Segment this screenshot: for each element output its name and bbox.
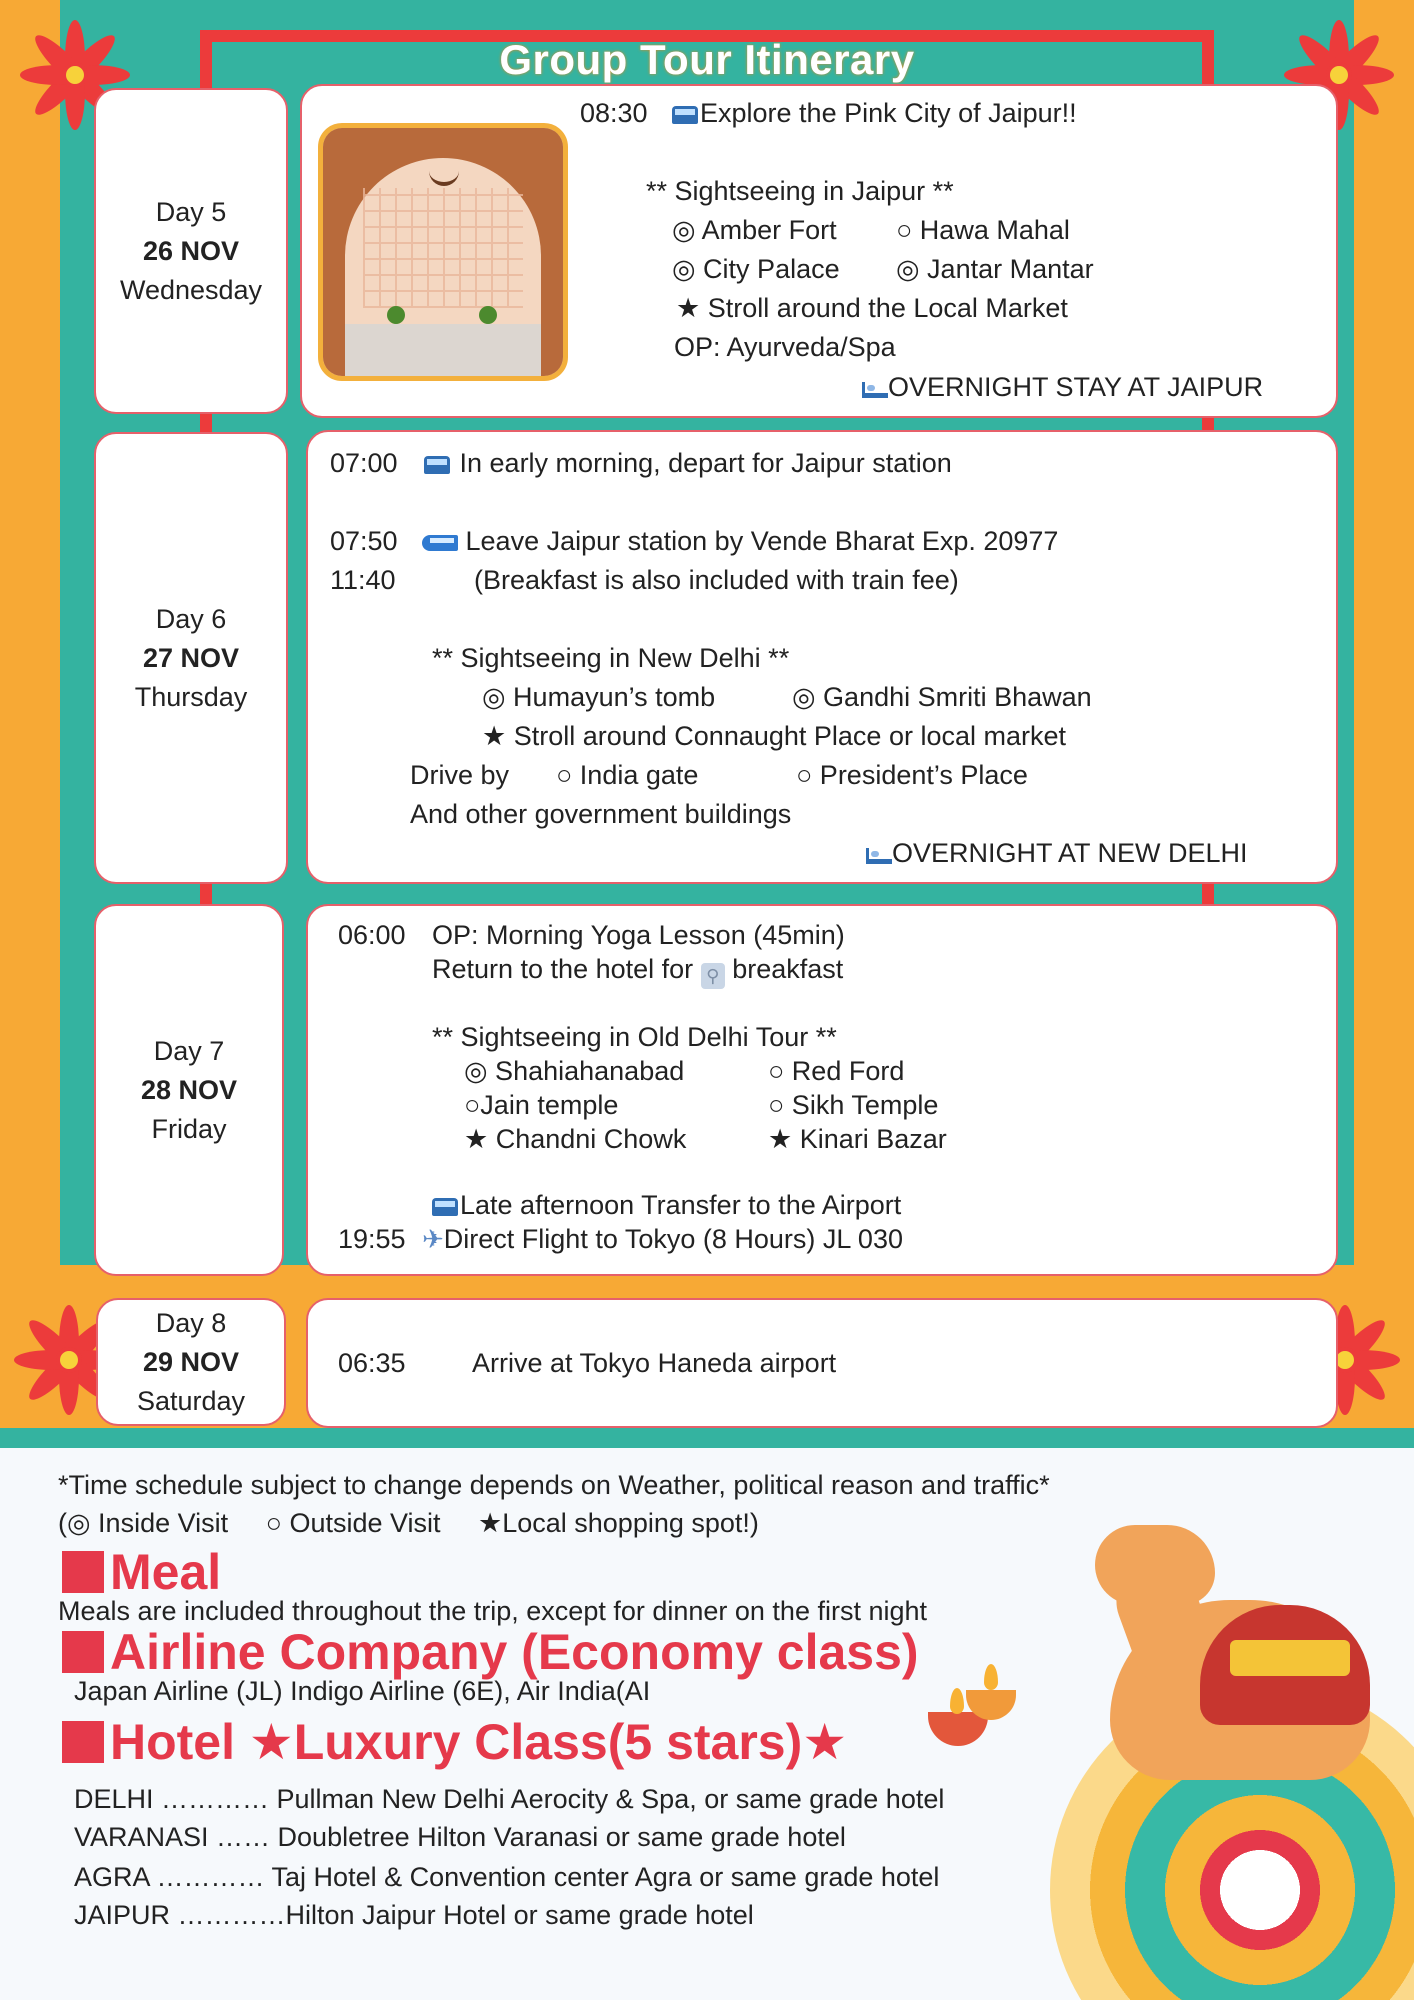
day5-city-palace: ◎ City Palace [672, 254, 840, 284]
day-6-label [94, 432, 288, 884]
bed-icon [862, 382, 888, 398]
day6-train-line: Leave Jaipur station by Vende Bharat Exp. 20977 [422, 526, 1058, 557]
square-bullet-icon [62, 1551, 104, 1593]
day-number: Day 5 [155, 196, 227, 227]
day5-explore-line: Explore the Pink City of Jaipur!! [672, 98, 1077, 129]
bed-icon [866, 848, 892, 864]
meal-heading: Meal [62, 1544, 221, 1600]
hotel-row-agra: AGRA ………… Taj Hotel & Convention center Agra or same grade hotel [74, 1862, 940, 1892]
diya-flame [950, 1688, 964, 1714]
diya-flame-2 [984, 1664, 998, 1690]
hotel-row-jaipur: JAIPUR …………Hilton Jaipur Hotel or same grade hotel [74, 1900, 754, 1930]
bus-icon [424, 456, 450, 474]
day6-humayun-tomb: ◎ Humayun’s tomb [482, 682, 716, 712]
day6-india-gate: ○ India gate [556, 760, 699, 790]
day6-drive-by: Drive by [410, 760, 510, 790]
day6-overnight: OVERNIGHT AT NEW DELHI [866, 838, 1248, 869]
airline-heading: Airline Company (Economy class) [62, 1624, 919, 1680]
day5-amber-fort: ◎ Amber Fort [672, 215, 837, 245]
day-5-label [94, 88, 288, 414]
day7-yoga-lesson: OP: Morning Yoga Lesson (45min) [432, 920, 845, 950]
day7-kinari-bazar: ★ Kinari Bazar [768, 1124, 947, 1154]
hotel-row-varanasi: VARANASI …… Doubletree Hilton Varanasi or same grade hotel [74, 1822, 846, 1852]
day-weekday: Wednesday [119, 274, 263, 305]
day7-time-1955: 19:55 [338, 1224, 406, 1254]
day-number: Day 8 [155, 1307, 227, 1338]
day6-breakfast-note: (Breakfast is also included with train fee) [474, 565, 959, 595]
page-title: Group Tour Itinerary [499, 36, 915, 83]
airplane-icon: ✈ [422, 1224, 444, 1254]
day7-chandni-chowk: ★ Chandni Chowk [464, 1124, 687, 1154]
camel-head [1095, 1525, 1215, 1605]
day6-sightseeing-heading: ** Sightseeing in New Delhi ** [432, 643, 790, 673]
day5-hawa-mahal: ○ Hawa Mahal [896, 215, 1070, 245]
day-weekday: Saturday [136, 1385, 246, 1416]
square-bullet-icon [62, 1631, 104, 1673]
day8-arrive-haneda: Arrive at Tokyo Haneda airport [472, 1348, 837, 1378]
day6-depart-line: In early morning, depart for Jaipur station [424, 448, 952, 479]
meal-description: Meals are included throughout the trip, except for dinner on the first night [58, 1596, 928, 1626]
day7-red-ford: ○ Red Ford [768, 1056, 905, 1086]
bus-icon [432, 1198, 458, 1216]
schedule-disclaimer: *Time schedule subject to change depends on Weather, political reason and traffic* [58, 1470, 1050, 1500]
hotel-row-delhi: DELHI ………… Pullman New Delhi Aerocity & Spa, or same grade hotel [74, 1784, 945, 1814]
day7-shahiahanabad: ◎ Shahiahanabad [464, 1056, 685, 1086]
day5-option-spa: OP: Ayurveda/Spa [674, 332, 896, 362]
day7-flight-line: ✈Direct Flight to Tokyo (8 Hours) JL 030 [422, 1224, 903, 1254]
day5-overnight: OVERNIGHT STAY AT JAIPUR [862, 372, 1263, 403]
day6-gandhi-smriti: ◎ Gandhi Smriti Bhawan [792, 682, 1092, 712]
bottom-band [0, 1428, 1414, 1448]
hotel-heading: Hotel ★Luxury Class(5 stars)★ [62, 1714, 847, 1770]
day6-time-0750: 07:50 [330, 526, 398, 556]
day6-presidents-place: ○ President’s Place [796, 760, 1028, 790]
day-date: 28 NOV [140, 1074, 238, 1105]
day-8-label [96, 1298, 286, 1426]
day7-airport-transfer: Late afternoon Transfer to the Airport [432, 1190, 901, 1221]
day-weekday: Thursday [134, 681, 248, 712]
train-icon [422, 535, 458, 551]
jaipur-palace-photo [318, 123, 568, 381]
day5-time-0830: 08:30 [580, 98, 648, 128]
day-date: 29 NOV [142, 1346, 240, 1377]
day6-time-1140: 11:40 [330, 565, 396, 595]
day-number: Day 6 [155, 603, 227, 634]
symbol-legend: (◎ Inside Visit ○ Outside Visit ★Local shopping spot!) [58, 1508, 759, 1538]
day8-time-0635: 06:35 [338, 1348, 406, 1378]
day7-time-0600: 06:00 [338, 920, 406, 950]
bus-icon [672, 106, 698, 124]
day7-jain-temple: ○Jain temple [464, 1090, 619, 1120]
day6-time-0700: 07:00 [330, 448, 398, 478]
day7-breakfast-line: Return to the hotel for ⚲ breakfast [432, 954, 843, 989]
day7-sightseeing-heading: ** Sightseeing in Old Delhi Tour ** [432, 1022, 837, 1052]
square-bullet-icon [62, 1721, 104, 1763]
day6-government-buildings: And other government buildings [410, 799, 792, 829]
day7-sikh-temple: ○ Sikh Temple [768, 1090, 939, 1120]
camel-saddle-band [1230, 1640, 1350, 1676]
airline-list: Japan Airline (JL) Indigo Airline (6E), Air India(AI [74, 1676, 651, 1706]
day6-connaught-place: ★ Stroll around Connaught Place or local market [482, 721, 1067, 751]
day5-jantar-mantar: ◎ Jantar Mantar [896, 254, 1094, 284]
day-weekday: Friday [151, 1113, 227, 1144]
day-7-label [94, 904, 284, 1276]
day-number: Day 7 [153, 1035, 225, 1066]
day-date: 27 NOV [142, 642, 240, 673]
day5-local-market: ★ Stroll around the Local Market [676, 293, 1068, 323]
day5-sightseeing-heading: ** Sightseeing in Jaipur ** [646, 176, 954, 206]
day-date: 26 NOV [142, 235, 240, 266]
cutlery-icon: ⚲ [701, 963, 725, 989]
